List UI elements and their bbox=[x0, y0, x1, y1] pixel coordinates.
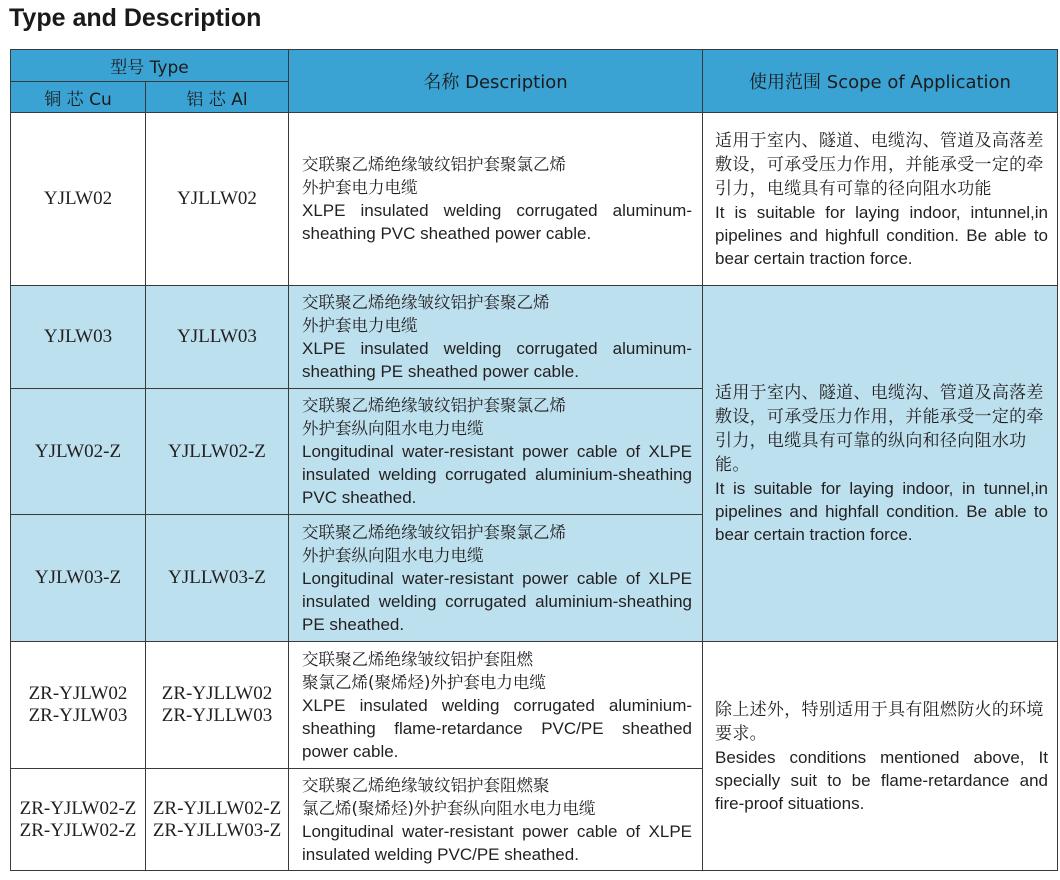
description-cell bbox=[289, 642, 703, 769]
model-al: YJLLW03 bbox=[146, 286, 289, 389]
description-cell bbox=[289, 515, 703, 642]
model-al-line: ZR-YJLLW03-Z bbox=[152, 819, 282, 841]
description-cn: 外护套电力电缆 bbox=[302, 316, 418, 335]
description-cell bbox=[289, 113, 703, 286]
description-cn: 氯乙烯(聚烯烃)外护套纵向阻水电力电缆 bbox=[302, 798, 596, 818]
header-al: 铝 芯 Al bbox=[146, 82, 289, 113]
model-cu: YJLW02-Z bbox=[11, 389, 146, 515]
model-cu: YJLW03-Z bbox=[11, 515, 146, 642]
description-cn: 交联聚乙烯绝缘皱纹铝护套聚乙烯 bbox=[302, 293, 550, 312]
model-cu bbox=[11, 642, 146, 769]
description-cell bbox=[289, 286, 703, 389]
description-en: XLPE insulated welding corrugated aluminum-sheathing PVC sheathed power cable. bbox=[302, 201, 693, 243]
model-cu-line: ZR-YJLW03 bbox=[28, 705, 128, 726]
page-title: Type and Description bbox=[9, 4, 262, 32]
description-cn: 聚氯乙烯(聚烯烃)外护套电力电缆 bbox=[302, 672, 546, 692]
description-cn: 外护套电力电缆 bbox=[302, 178, 418, 197]
header-scope: 使用范围 Scope of Application bbox=[703, 50, 1058, 113]
description-en: XLPE insulated welding corrugated aluminum-sheathing PE sheathed power cable. bbox=[302, 339, 693, 381]
model-cu bbox=[11, 769, 146, 871]
table-row bbox=[11, 286, 1058, 389]
description-cn: 交联聚乙烯绝缘皱纹铝护套阻燃 bbox=[302, 649, 534, 669]
description-cn: 外护套纵向阻水电力电缆 bbox=[302, 419, 484, 438]
scope-en: It is suitable for laying indoor, intunnel,in pipelines and highfull condition. Be able to bear certain traction force. bbox=[715, 202, 1049, 268]
type-description-table bbox=[10, 49, 1058, 871]
table-row bbox=[11, 113, 1058, 286]
scope-cn: 适用于室内、隧道、电缆沟、管道及高落差敷设，可承受压力作用，并能承受一定的牵引力，电缆具有可靠的径向阻水功能 bbox=[715, 130, 1044, 199]
scope-cell bbox=[703, 642, 1058, 871]
model-cu-line: ZR-YJLW02 bbox=[28, 683, 128, 704]
scope-en: Besides conditions mentioned above, It specially suit to be flame-retardance and fire-proof situations. bbox=[715, 747, 1049, 813]
model-al-line: ZR-YJLLW03 bbox=[161, 705, 273, 726]
description-cell bbox=[289, 389, 703, 515]
scope-cell bbox=[703, 286, 1058, 642]
model-cu: YJLW03 bbox=[11, 286, 146, 389]
header-description: 名称 Description bbox=[289, 50, 703, 113]
model-cu-line: ZR-YJLW02-Z bbox=[19, 819, 137, 841]
header-cu: 铜 芯 Cu bbox=[11, 82, 146, 113]
description-cn: 交联聚乙烯绝缘皱纹铝护套聚氯乙烯 bbox=[302, 522, 567, 542]
description-cn: 交联聚乙烯绝缘皱纹铝护套阻燃聚 bbox=[302, 775, 550, 795]
model-al: YJLLW03-Z bbox=[146, 515, 289, 642]
description-en: XLPE insulated welding corrugated aluminium-sheathing flame-retardance PVC/PE sheathed power cable. bbox=[302, 695, 693, 761]
description-cn: 交联聚乙烯绝缘皱纹铝护套聚氯乙烯 bbox=[302, 396, 567, 415]
description-cn: 外护套纵向阻水电力电缆 bbox=[302, 545, 484, 565]
description-cn: 交联聚乙烯绝缘皱纹铝护套聚氯乙烯 bbox=[302, 155, 567, 174]
scope-cn: 适用于室内、隧道、电缆沟、管道及高落差敷设，可承受压力作用，并能承受一定的牵引力，电缆具有可靠的纵向和径向阻水功能。 bbox=[715, 383, 1044, 475]
description-cell bbox=[289, 769, 703, 871]
description-en: Longitudinal water-resistant power cable of XLPE insulated welding PVC/PE sheathed. bbox=[302, 821, 693, 864]
model-al bbox=[146, 769, 289, 871]
description-en: Longitudinal water-resistant power cable of XLPE insulated welding corrugated aluminium-sheathing PVC sheathed. bbox=[302, 442, 693, 507]
model-al-line: ZR-YJLLW02 bbox=[161, 683, 273, 704]
header-type: 型号 Type bbox=[11, 50, 289, 82]
scope-en: It is suitable for laying indoor, in tunnel,in pipelines and highfall condition. Be able to bear certain traction force. bbox=[715, 479, 1049, 544]
model-cu-line: ZR-YJLW02-Z bbox=[19, 797, 137, 819]
scope-cn: 除上述外，特别适用于具有阻燃防火的环境要求。 bbox=[715, 699, 1044, 744]
description-en: Longitudinal water-resistant power cable of XLPE insulated welding corrugated aluminium-sheathing PE sheathed. bbox=[302, 568, 693, 634]
model-al-line: ZR-YJLLW02-Z bbox=[152, 797, 282, 819]
model-al bbox=[146, 642, 289, 769]
table-row bbox=[11, 642, 1058, 769]
model-cu: YJLW02 bbox=[11, 113, 146, 286]
scope-cell bbox=[703, 113, 1058, 286]
model-al: YJLLW02-Z bbox=[146, 389, 289, 515]
model-al: YJLLW02 bbox=[146, 113, 289, 286]
